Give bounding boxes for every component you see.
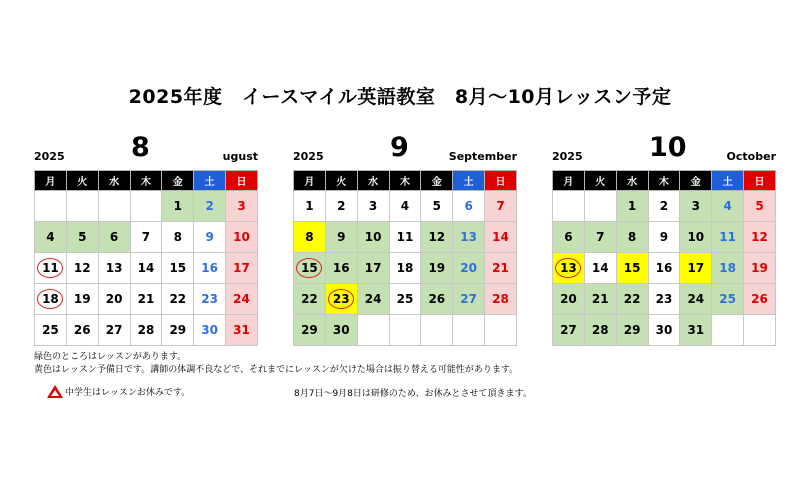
day-cell — [194, 284, 226, 315]
day-number: 2 — [205, 199, 214, 213]
weekday-header-row — [553, 171, 776, 191]
day-number: 26 — [428, 292, 446, 306]
day-cell — [453, 253, 485, 284]
day-cell — [162, 253, 194, 284]
day-number: 10 — [233, 230, 250, 244]
weekday-header: 木 — [130, 171, 162, 191]
day-cell — [421, 191, 453, 222]
calendar-header — [34, 132, 258, 170]
day-cell — [616, 284, 648, 315]
day-number: 10 — [364, 230, 382, 244]
note-closure: 8月7日～9月8日は研修のため、お休みとさせて頂きます。 — [294, 389, 532, 399]
calendar-month-name: September — [448, 150, 517, 163]
day-cell — [162, 191, 194, 222]
day-cell — [130, 253, 162, 284]
day-cell — [389, 315, 421, 346]
day-cell — [616, 222, 648, 253]
day-cell — [453, 191, 485, 222]
day-number: 5 — [78, 230, 87, 244]
calendar-august — [34, 132, 258, 346]
day-number: 25 — [719, 292, 736, 306]
day-number: 7 — [596, 230, 605, 244]
weekday-header: 土 — [194, 171, 226, 191]
day-number: 13 — [105, 261, 123, 275]
day-cell — [294, 191, 326, 222]
day-cell — [584, 284, 616, 315]
day-cell — [35, 191, 67, 222]
notes — [34, 351, 518, 377]
day-cell — [194, 253, 226, 284]
day-cell — [66, 284, 98, 315]
week-row — [35, 284, 258, 315]
day-number: 18 — [396, 261, 414, 275]
day-cell — [648, 253, 680, 284]
day-cell — [421, 315, 453, 346]
day-number: 10 — [687, 230, 705, 244]
day-number: 8 — [627, 230, 637, 244]
note-junior-high-text: 中学生はレッスンお休みです。 — [65, 388, 191, 398]
day-number: 26 — [751, 292, 768, 306]
week-row — [553, 284, 776, 315]
day-cell — [130, 222, 162, 253]
day-number: 17 — [687, 261, 705, 275]
day-number: 19 — [73, 292, 91, 306]
week-row — [35, 222, 258, 253]
note-green: 緑色のところはレッスンがあります。 — [34, 352, 187, 362]
calendar-grid — [293, 170, 517, 346]
day-cell-circled — [325, 284, 357, 315]
day-cell — [389, 284, 421, 315]
day-number: 28 — [137, 323, 155, 337]
day-cell — [66, 253, 98, 284]
calendar-year: 2025 — [34, 150, 65, 163]
weekday-header: 木 — [389, 171, 421, 191]
day-number: 18 — [719, 261, 736, 275]
day-number: 12 — [428, 230, 446, 244]
day-cell — [357, 315, 389, 346]
day-number: 17 — [233, 261, 250, 275]
page-title: 2025年度 イースマイル英語教室 8月～10月レッスン予定 — [128, 86, 672, 108]
calendar-grid — [552, 170, 776, 346]
day-number: 12 — [73, 261, 91, 275]
day-number: 30 — [655, 323, 673, 337]
day-cell — [130, 284, 162, 315]
day-cell — [226, 284, 258, 315]
day-cell — [66, 191, 98, 222]
weekday-header: 月 — [553, 171, 585, 191]
day-cell — [421, 253, 453, 284]
triangle-icon — [47, 385, 63, 398]
calendar-grid — [34, 170, 258, 346]
day-cell — [680, 222, 712, 253]
day-cell — [357, 191, 389, 222]
day-number: 13 — [460, 230, 477, 244]
day-cell — [294, 315, 326, 346]
day-number: 26 — [73, 323, 91, 337]
weekday-header: 月 — [294, 171, 326, 191]
week-row — [294, 284, 517, 315]
day-cell — [744, 284, 776, 315]
day-number: 7 — [496, 199, 505, 213]
day-cell — [194, 222, 226, 253]
calendar-year: 2025 — [293, 150, 324, 163]
weekday-header-row — [35, 171, 258, 191]
calendar-month-number: 10 — [649, 132, 687, 163]
day-cell-circled — [35, 253, 67, 284]
day-cell — [66, 315, 98, 346]
day-number: 9 — [659, 230, 669, 244]
day-cell — [680, 315, 712, 346]
day-number: 31 — [687, 323, 705, 337]
day-cell — [485, 222, 517, 253]
weekday-header: 水 — [616, 171, 648, 191]
day-number: 13 — [555, 258, 581, 278]
day-cell — [98, 191, 130, 222]
day-cell — [648, 315, 680, 346]
weekday-header: 火 — [325, 171, 357, 191]
day-cell — [294, 222, 326, 253]
day-cell — [226, 253, 258, 284]
day-number: 7 — [141, 230, 151, 244]
day-number: 4 — [723, 199, 732, 213]
day-cell — [226, 315, 258, 346]
day-cell — [35, 222, 67, 253]
day-cell — [194, 191, 226, 222]
day-number: 1 — [627, 199, 637, 213]
day-number: 22 — [623, 292, 641, 306]
day-number: 19 — [428, 261, 446, 275]
day-cell — [680, 284, 712, 315]
day-cell — [648, 222, 680, 253]
day-number: 19 — [751, 261, 768, 275]
weekday-header: 金 — [680, 171, 712, 191]
day-cell — [194, 315, 226, 346]
day-cell — [712, 253, 744, 284]
day-cell — [226, 191, 258, 222]
note-yellow: 黄色はレッスン予備日です。講師の体調不良などで、それまでにレッスンが欠けた場合は振り替える可能性があります。 — [34, 365, 519, 375]
day-cell — [453, 222, 485, 253]
day-cell — [712, 284, 744, 315]
day-cell — [35, 315, 67, 346]
day-number: 8 — [305, 230, 314, 244]
day-cell — [162, 315, 194, 346]
week-row — [35, 253, 258, 284]
day-number: 14 — [137, 261, 155, 275]
weekday-header: 日 — [485, 171, 517, 191]
day-cell — [389, 222, 421, 253]
day-number: 24 — [364, 292, 382, 306]
week-row — [294, 191, 517, 222]
day-cell — [584, 222, 616, 253]
day-number: 2 — [659, 199, 669, 213]
day-number: 24 — [233, 292, 250, 306]
day-number: 8 — [173, 230, 182, 244]
day-number: 3 — [691, 199, 700, 213]
day-cell — [453, 315, 485, 346]
day-cell — [357, 253, 389, 284]
day-cell — [744, 315, 776, 346]
calendar-october — [552, 132, 776, 346]
calendar-header — [552, 132, 776, 170]
weekday-header: 日 — [226, 171, 258, 191]
day-number: 6 — [109, 230, 119, 244]
day-cell — [616, 191, 648, 222]
day-cell — [453, 284, 485, 315]
day-cell — [325, 315, 357, 346]
day-cell — [421, 284, 453, 315]
week-row — [35, 191, 258, 222]
day-number: 28 — [591, 323, 609, 337]
day-number: 4 — [46, 230, 55, 244]
weekday-header: 土 — [453, 171, 485, 191]
day-number: 23 — [201, 292, 218, 306]
day-cell — [553, 222, 585, 253]
day-number: 5 — [755, 199, 764, 213]
day-number: 12 — [751, 230, 768, 244]
day-cell — [744, 253, 776, 284]
day-number: 9 — [205, 230, 214, 244]
day-cell — [325, 222, 357, 253]
day-number: 9 — [337, 230, 346, 244]
day-number: 22 — [169, 292, 187, 306]
day-cell — [66, 222, 98, 253]
day-number: 18 — [37, 289, 63, 309]
weekday-header: 水 — [98, 171, 130, 191]
day-number: 24 — [687, 292, 705, 306]
day-cell — [616, 315, 648, 346]
day-number: 21 — [492, 261, 509, 275]
calendar-september — [293, 132, 517, 346]
day-number: 5 — [432, 199, 441, 213]
week-row — [35, 315, 258, 346]
day-cell — [98, 222, 130, 253]
day-number: 30 — [201, 323, 218, 337]
day-number: 20 — [460, 261, 477, 275]
weekday-header: 木 — [648, 171, 680, 191]
day-cell — [98, 315, 130, 346]
day-cell — [294, 284, 326, 315]
day-cell — [325, 191, 357, 222]
day-number: 14 — [492, 230, 509, 244]
day-cell — [485, 284, 517, 315]
day-cell — [584, 315, 616, 346]
day-cell — [485, 191, 517, 222]
day-number: 16 — [655, 261, 673, 275]
calendar-header — [293, 132, 517, 170]
day-number: 6 — [464, 199, 473, 213]
weekday-header: 金 — [162, 171, 194, 191]
day-number: 21 — [591, 292, 609, 306]
day-number: 16 — [332, 261, 350, 275]
day-cell — [648, 284, 680, 315]
day-cell-circled — [35, 284, 67, 315]
week-row — [294, 253, 517, 284]
day-cell-circled — [294, 253, 326, 284]
week-row — [294, 222, 517, 253]
calendar-year: 2025 — [552, 150, 583, 163]
day-cell — [648, 191, 680, 222]
day-cell — [389, 191, 421, 222]
day-number: 2 — [337, 199, 346, 213]
day-cell — [130, 315, 162, 346]
weekday-header: 月 — [35, 171, 67, 191]
day-cell — [744, 191, 776, 222]
day-cell — [744, 222, 776, 253]
day-cell — [712, 222, 744, 253]
day-number: 22 — [301, 292, 318, 306]
day-cell — [712, 191, 744, 222]
day-number: 25 — [396, 292, 414, 306]
day-number: 27 — [105, 323, 123, 337]
day-number: 29 — [301, 323, 318, 337]
day-cell — [162, 222, 194, 253]
day-number: 3 — [237, 199, 246, 213]
day-number: 14 — [591, 261, 609, 275]
calendar-month-name: ugust — [222, 150, 258, 163]
calendar-month-name: October — [726, 150, 776, 163]
day-number: 15 — [623, 261, 641, 275]
week-row — [553, 315, 776, 346]
weekday-header: 火 — [66, 171, 98, 191]
day-number: 31 — [233, 323, 250, 337]
day-number: 29 — [169, 323, 187, 337]
day-cell — [421, 222, 453, 253]
day-number: 15 — [296, 258, 322, 278]
weekday-header-row — [294, 171, 517, 191]
week-row — [553, 191, 776, 222]
day-number: 11 — [37, 258, 63, 278]
calendar-month-number: 8 — [131, 132, 150, 163]
day-cell — [584, 253, 616, 284]
day-number: 1 — [305, 199, 314, 213]
day-number: 28 — [492, 292, 509, 306]
weekday-header: 日 — [744, 171, 776, 191]
day-cell-circled — [553, 253, 585, 284]
week-row — [294, 315, 517, 346]
day-cell — [712, 315, 744, 346]
calendar-month-number: 9 — [390, 132, 409, 163]
day-number: 21 — [137, 292, 155, 306]
day-number: 17 — [364, 261, 382, 275]
note-junior-high — [47, 385, 190, 398]
day-cell — [553, 191, 585, 222]
day-number: 16 — [201, 261, 218, 275]
day-number: 30 — [332, 323, 350, 337]
day-cell — [553, 315, 585, 346]
day-number: 6 — [564, 230, 573, 244]
day-number: 20 — [105, 292, 123, 306]
day-cell — [226, 222, 258, 253]
day-cell — [98, 253, 130, 284]
day-cell — [485, 315, 517, 346]
day-number: 1 — [173, 199, 182, 213]
day-number: 3 — [368, 199, 378, 213]
weekday-header: 土 — [712, 171, 744, 191]
week-row — [553, 222, 776, 253]
day-cell — [389, 253, 421, 284]
day-cell — [325, 253, 357, 284]
day-number: 23 — [655, 292, 673, 306]
day-cell — [584, 191, 616, 222]
week-row — [553, 253, 776, 284]
day-number: 23 — [328, 289, 354, 309]
day-cell — [357, 284, 389, 315]
day-number: 4 — [400, 199, 410, 213]
day-number: 11 — [719, 230, 736, 244]
day-cell — [98, 284, 130, 315]
day-number: 27 — [560, 323, 577, 337]
day-number: 11 — [396, 230, 414, 244]
day-number: 25 — [42, 323, 59, 337]
day-cell — [616, 253, 648, 284]
day-cell — [680, 191, 712, 222]
day-cell — [357, 222, 389, 253]
day-number: 15 — [169, 261, 187, 275]
day-cell — [680, 253, 712, 284]
day-number: 29 — [623, 323, 641, 337]
day-number: 20 — [560, 292, 577, 306]
day-cell — [485, 253, 517, 284]
day-cell — [553, 284, 585, 315]
weekday-header: 金 — [421, 171, 453, 191]
weekday-header: 火 — [584, 171, 616, 191]
weekday-header: 水 — [357, 171, 389, 191]
day-number: 27 — [460, 292, 477, 306]
day-cell — [130, 191, 162, 222]
day-cell — [162, 284, 194, 315]
